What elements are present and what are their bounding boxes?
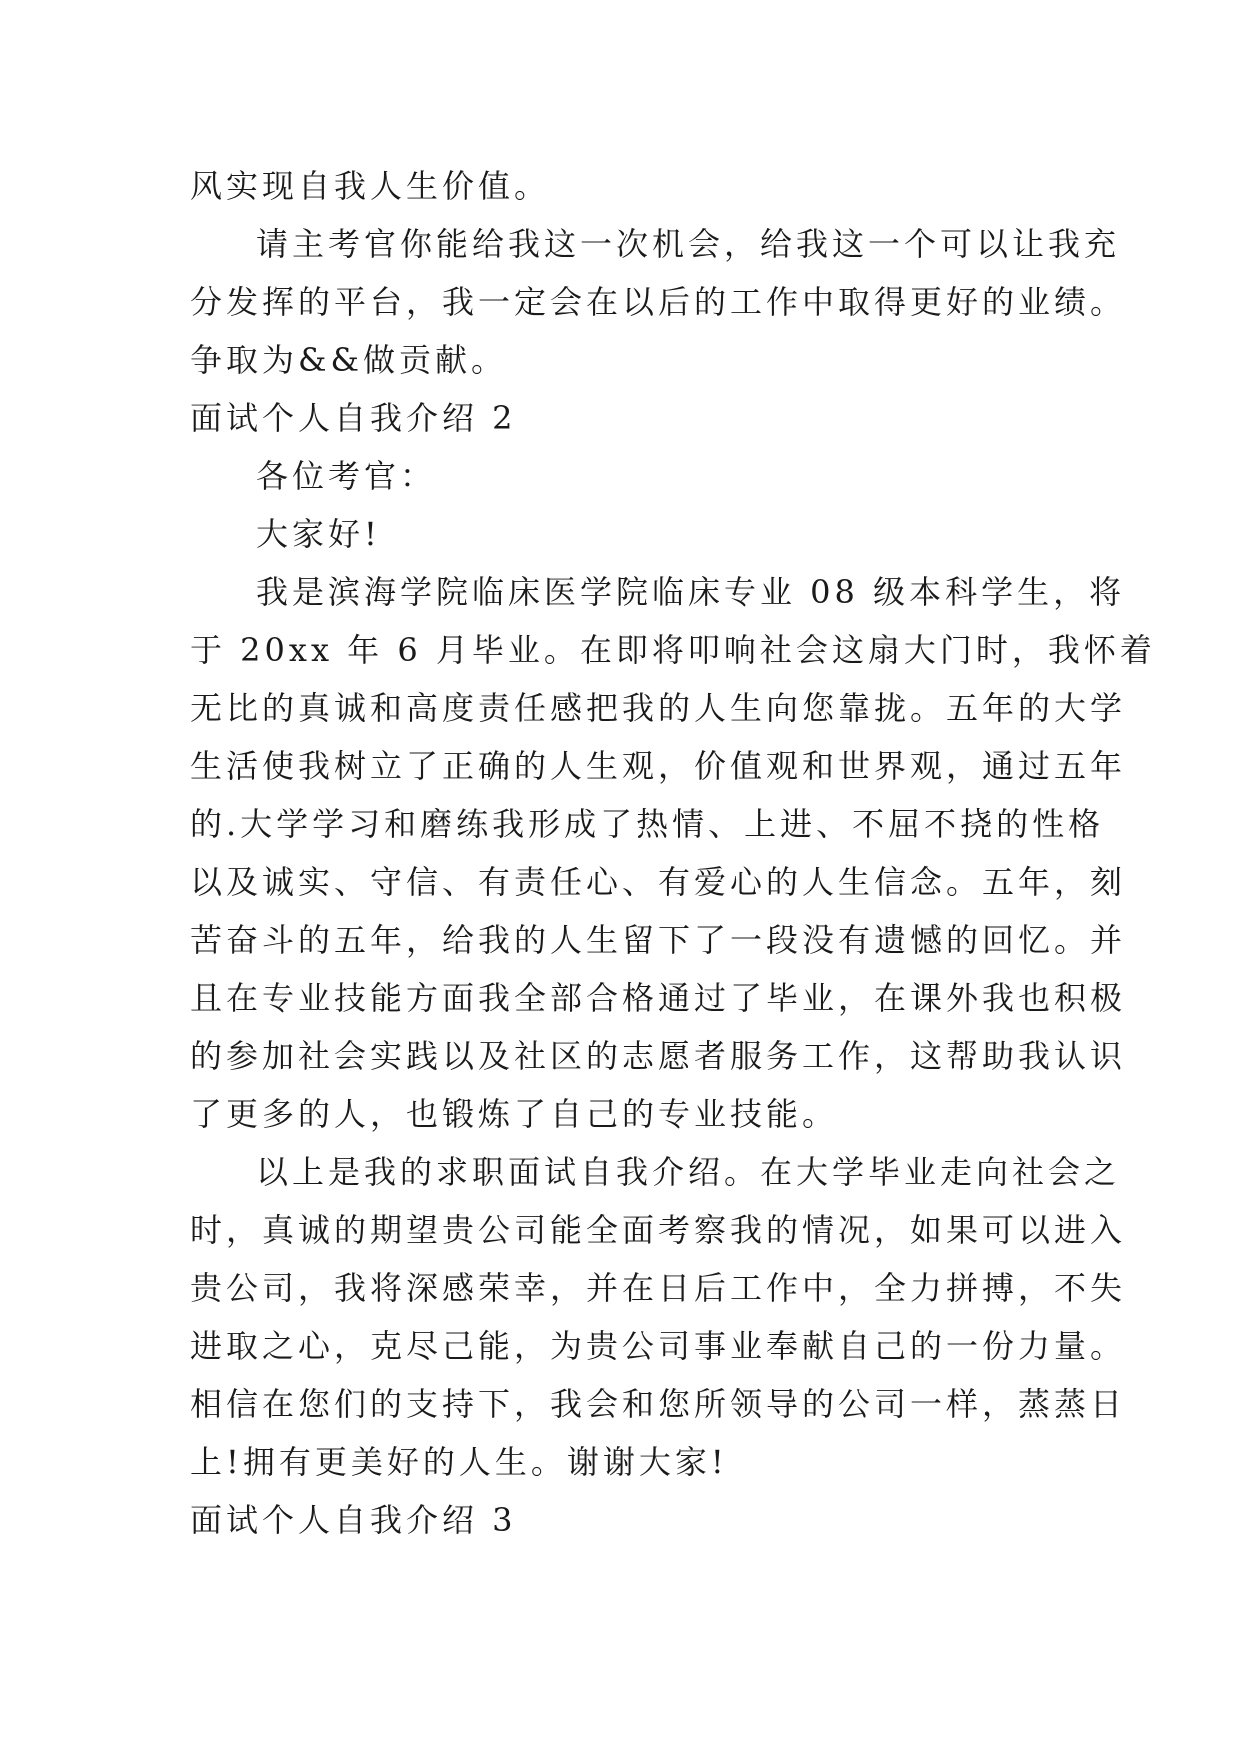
- paragraph-line: 风实现自我人生价值。: [190, 167, 551, 205]
- paragraph-line: 进取之心，克尽己能，为贵公司事业奉献自己的一份力量。: [190, 1327, 1127, 1365]
- paragraph-line: 相信在您们的支持下，我会和您所领导的公司一样，蒸蒸日: [190, 1385, 1127, 1423]
- paragraph-line: 无比的真诚和高度责任感把我的人生向您靠拢。五年的大学: [190, 689, 1127, 727]
- section-heading: 面试个人自我介绍 2: [190, 399, 517, 437]
- paragraph-line: 争取为&&做贡献。: [190, 341, 507, 379]
- paragraph-line: 贵公司，我将深感荣幸，并在日后工作中，全力拼搏，不失: [190, 1269, 1127, 1307]
- paragraph-line: 于 20xx 年 6 月毕业。在即将叩响社会这扇大门时，我怀着: [190, 631, 1156, 669]
- paragraph-line: 且在专业技能方面我全部合格通过了毕业，在课外我也积极: [190, 979, 1127, 1017]
- paragraph-line: 以上是我的求职面试自我介绍。在大学毕业走向社会之: [256, 1153, 1121, 1191]
- paragraph-line: 时，真诚的期望贵公司能全面考察我的情况，如果可以进入: [190, 1211, 1127, 1249]
- greeting: 大家好!: [256, 515, 381, 553]
- paragraph-line: 分发挥的平台，我一定会在以后的工作中取得更好的业绩。: [190, 283, 1127, 321]
- paragraph-line: 请主考官你能给我这一次机会，给我这一个可以让我充: [256, 225, 1121, 263]
- paragraph-line: 以及诚实、守信、有责任心、有爱心的人生信念。五年，刻: [190, 863, 1127, 901]
- paragraph-line: 了更多的人，也锻炼了自己的专业技能。: [190, 1095, 839, 1133]
- section-heading: 面试个人自我介绍 3: [190, 1501, 517, 1539]
- paragraph-line: 苦奋斗的五年，给我的人生留下了一段没有遗憾的回忆。并: [190, 921, 1127, 959]
- paragraph-line: 的参加社会实践以及社区的志愿者服务工作，这帮助我认识: [190, 1037, 1127, 1075]
- salutation: 各位考官：: [256, 457, 437, 495]
- paragraph-line: 我是滨海学院临床医学院临床专业 08 级本科学生，将: [256, 573, 1126, 611]
- paragraph-line: 生活使我树立了正确的人生观，价值观和世界观，通过五年: [190, 747, 1127, 785]
- paragraph-line: 上!拥有更美好的人生。谢谢大家!: [190, 1443, 728, 1481]
- paragraph-line: 的.大学学习和磨练我形成了热情、上进、不屈不挠的性格: [190, 805, 1105, 843]
